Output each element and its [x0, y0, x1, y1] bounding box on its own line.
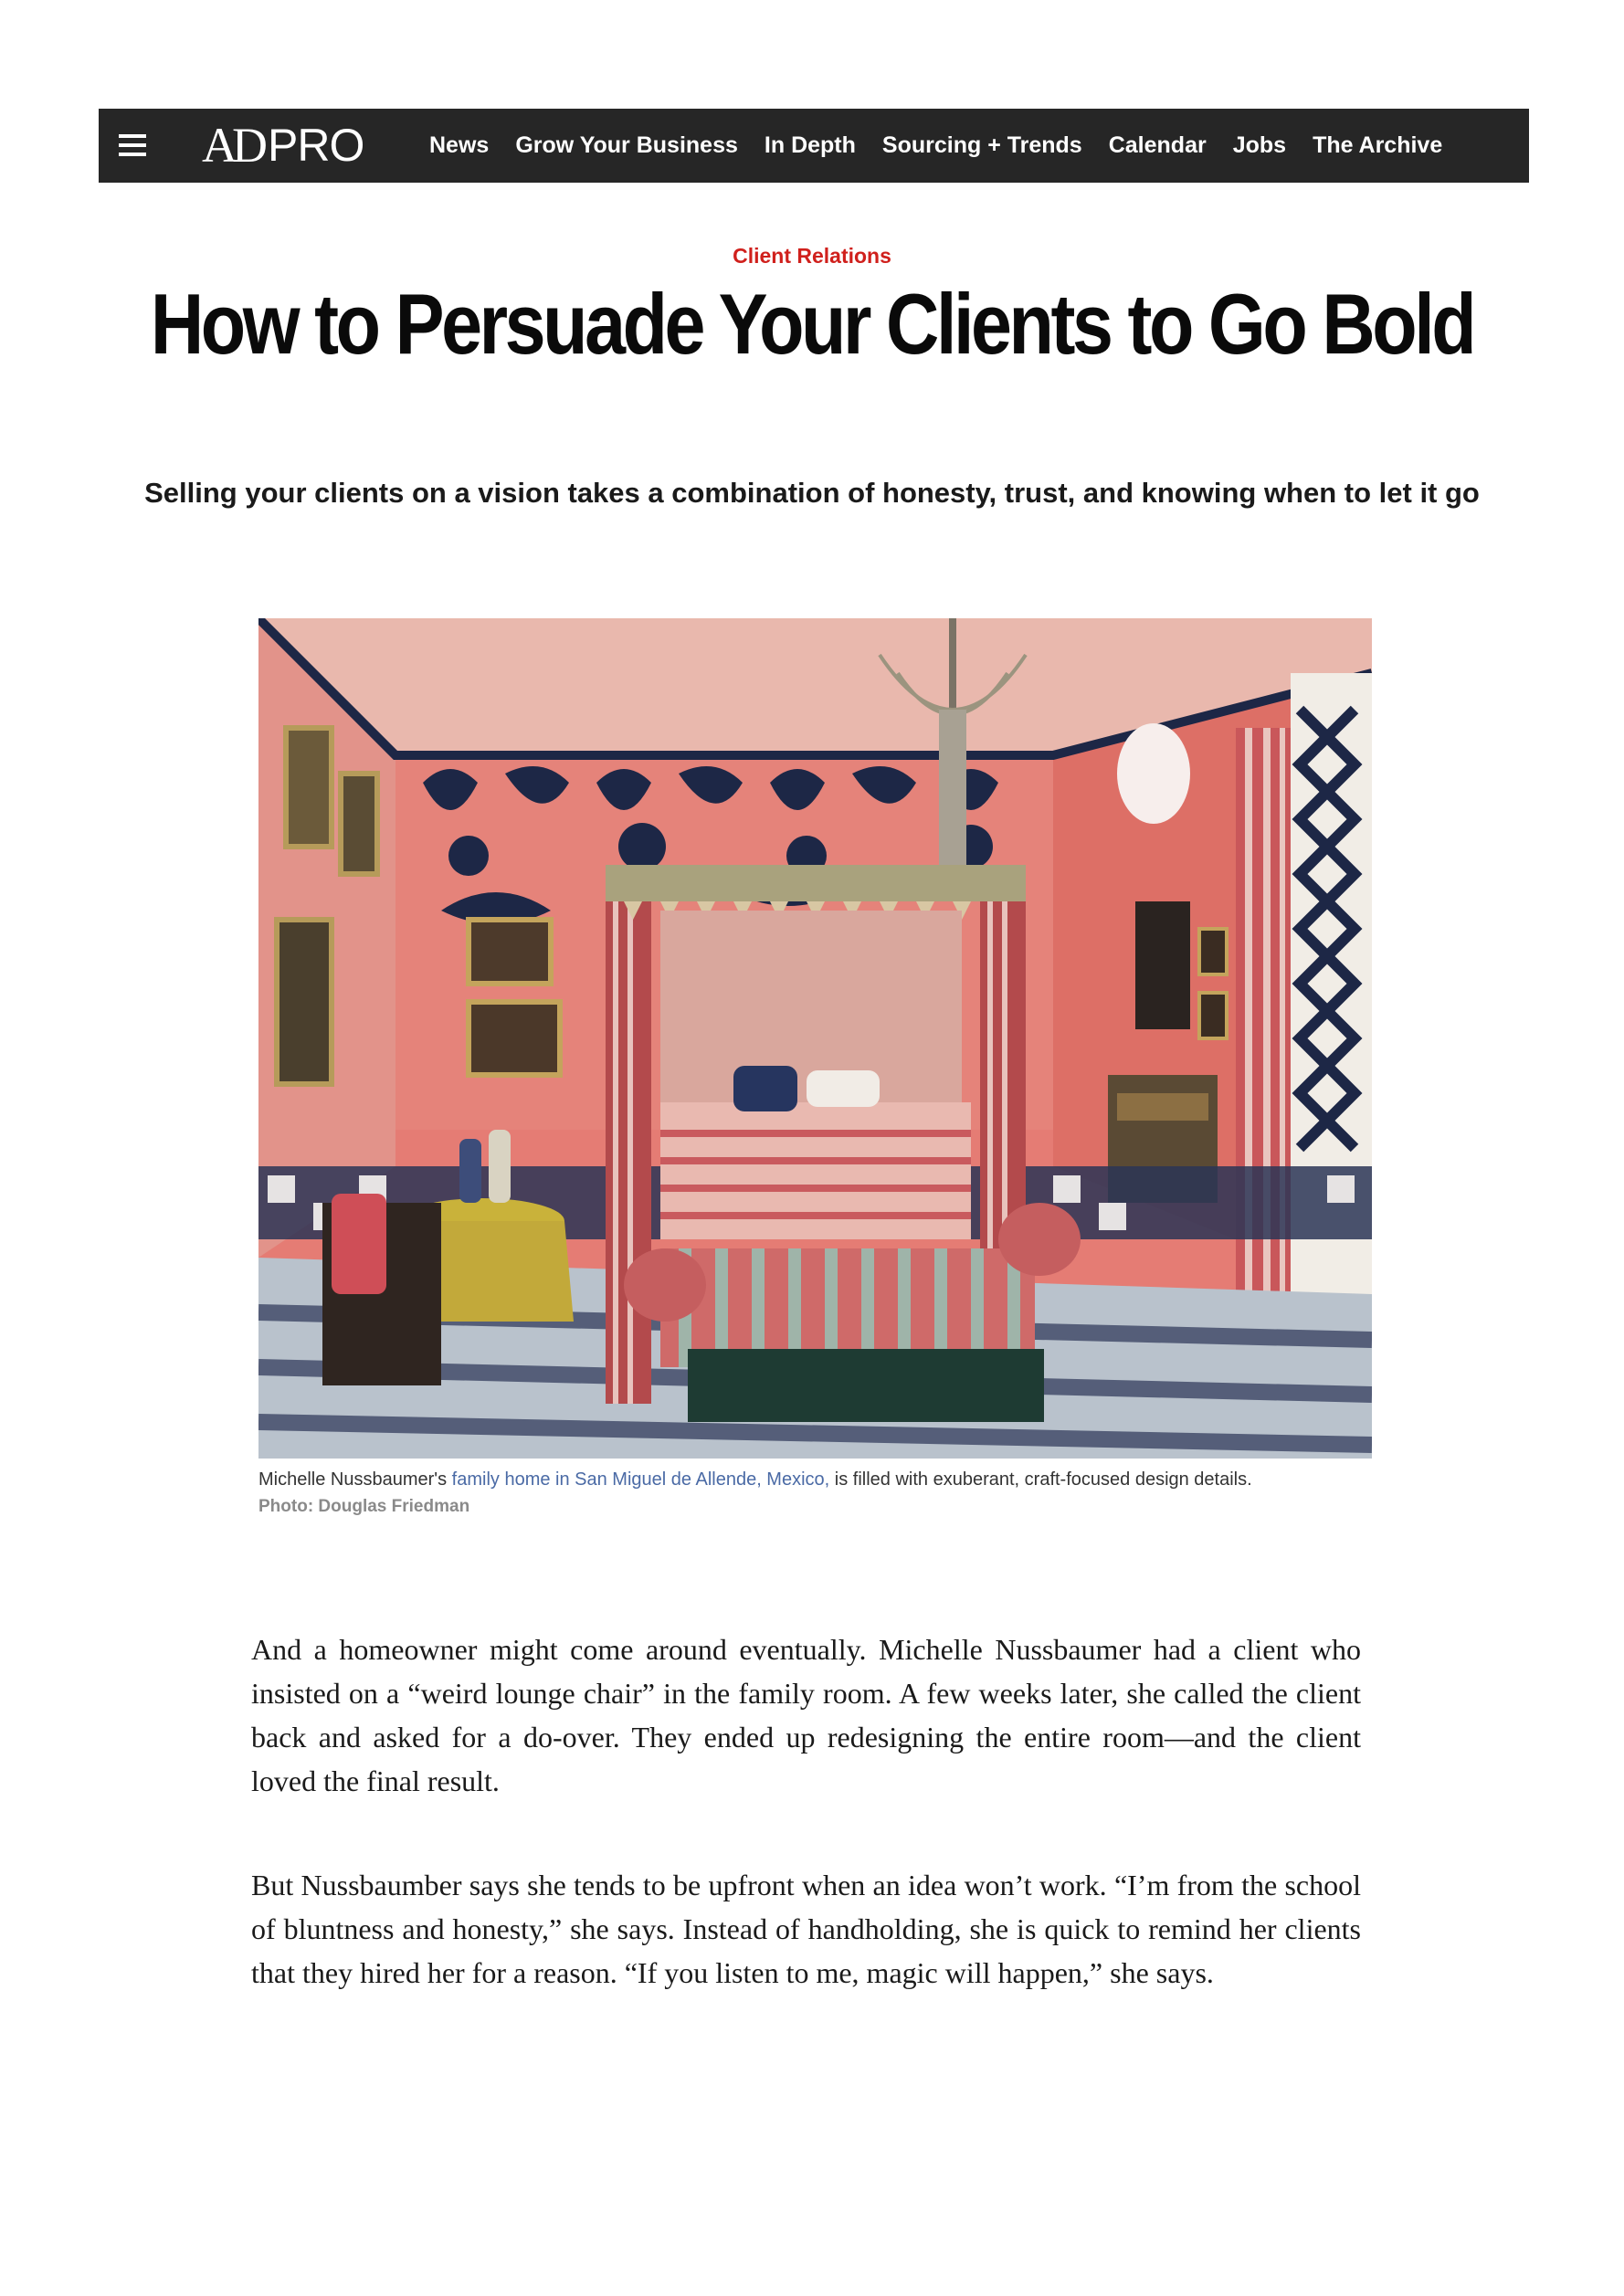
bedroom-photo — [258, 618, 1372, 1459]
logo-pro: PRO — [268, 120, 364, 171]
nav-link-jobs[interactable]: Jobs — [1232, 132, 1287, 158]
nav-link-sourcing-trends[interactable]: Sourcing + Trends — [881, 132, 1082, 158]
article-category[interactable]: Client Relations — [733, 244, 891, 268]
caption-prefix: Michelle Nussbaumer's — [258, 1469, 452, 1490]
logo-ad: AD — [202, 118, 262, 173]
nav-link-news[interactable]: News — [429, 132, 490, 158]
article-headline: How to Persuade Your Clients to Go Bold — [150, 276, 1474, 372]
adpro-logo[interactable] — [202, 120, 364, 171]
nav-link-the-archive[interactable]: The Archive — [1313, 132, 1443, 158]
image-caption — [258, 1469, 1382, 1490]
bedroom-photo-illustration — [258, 618, 1372, 1459]
caption-suffix: is filled with exuberant, craft-focused design details. — [829, 1469, 1252, 1490]
body-paragraph: But Nussbaumber says she tends to be upfront when an idea won’t work. “I’m from the school of bluntness and honesty,” she says. Instead of handholding, she is quick to remind her clients that they hired her for a reason. “If you listen to me, magic will happen,” she says. — [251, 1869, 1361, 1989]
body-paragraph: And a homeowner might come around eventually. Michelle Nussbaumer had a client who insisted on a “weird lounge chair” in the family room. A few weeks later, she called the client back and asked for a do-over. They ended up redesigning the entire room—and the client loved the final result. — [251, 1633, 1361, 1797]
hamburger-menu-icon[interactable] — [119, 134, 146, 156]
caption-link[interactable]: family home in San Miguel de Allende, Mexico, — [451, 1469, 830, 1490]
nav-link-calendar[interactable]: Calendar — [1108, 132, 1207, 158]
top-navigation-bar — [99, 109, 1529, 183]
nav-links — [429, 109, 1469, 183]
nav-link-grow-your-business[interactable]: Grow Your Business — [515, 132, 738, 158]
nav-link-in-depth[interactable]: In Depth — [764, 132, 856, 158]
article-dek: Selling your clients on a vision takes a combination of honesty, trust, and knowing when to let it go — [144, 477, 1480, 509]
photo-credit: Photo: Douglas Friedman — [258, 1497, 470, 1516]
